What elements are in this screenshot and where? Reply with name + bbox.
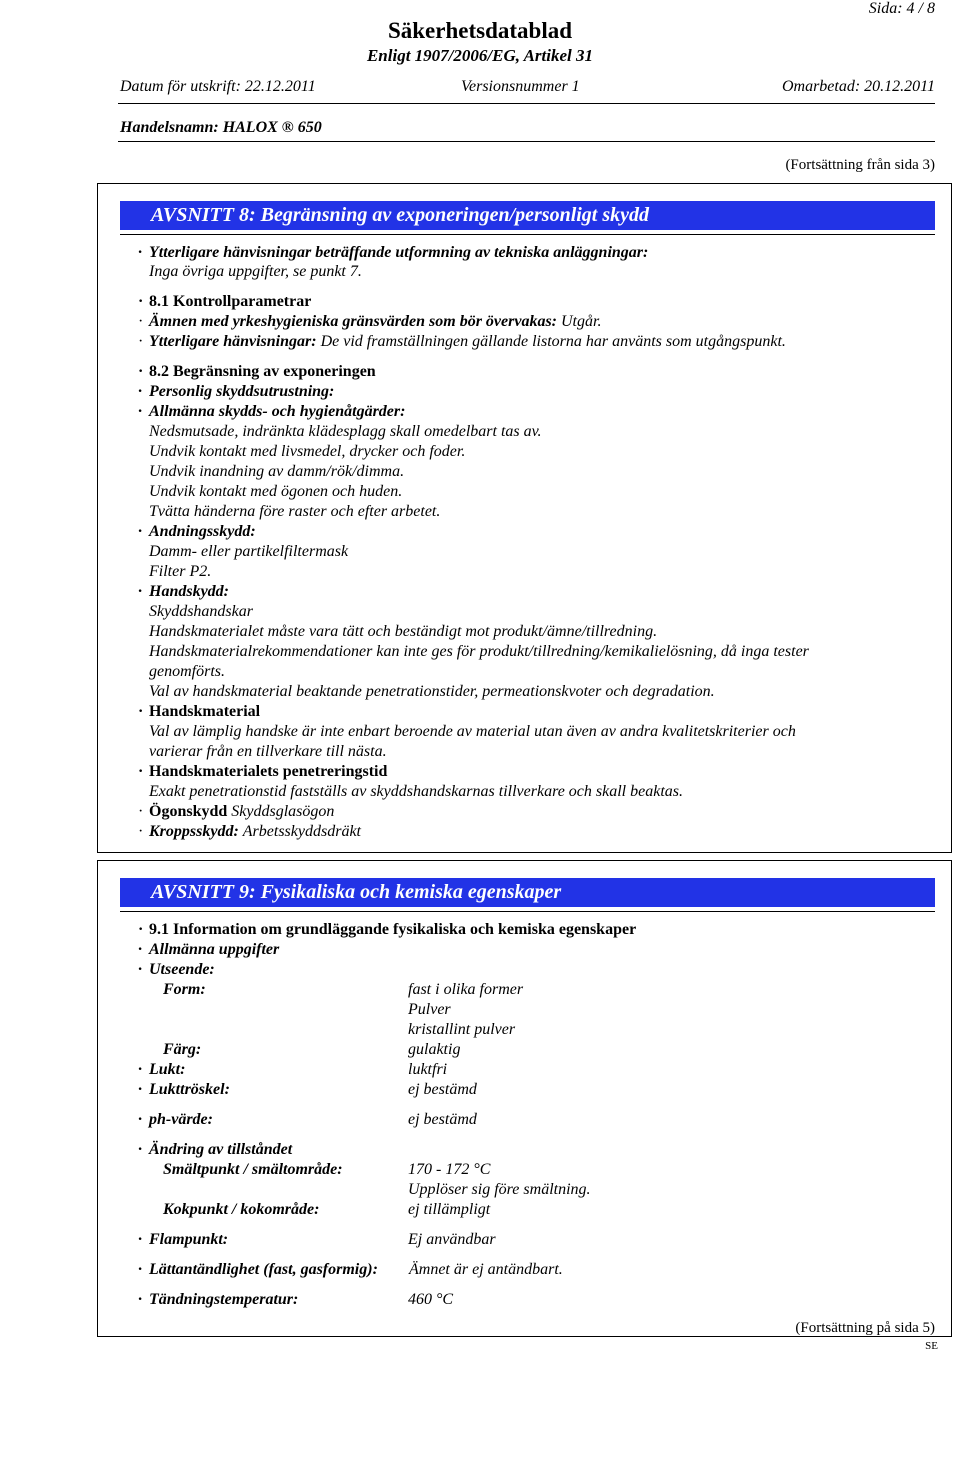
appearance-heading: · Utseende: [138,961,215,978]
body-protection-line: · Kroppsskydd: Arbetsskyddsdräkt [138,823,361,840]
melting-point-label: Smältpunkt / smältområde: [163,1161,343,1178]
melting-point-value: 170 - 172 °C [408,1161,491,1178]
section-8-heading: AVSNITT 8: Begränsning av exponeringen/personligt skydd [120,201,935,230]
boiling-point-value: ej tillämpligt [408,1201,491,1218]
general-info-heading: · Allmänna uppgifter [138,941,280,958]
no-further-data: Inga övriga uppgifter, se punkt 7. [149,263,362,280]
change-of-state-heading: · Ändring av tillståndet [138,1141,293,1158]
odor-label: · Lukt: [138,1061,186,1078]
ignition-temperature-value: 460 °C [408,1291,454,1308]
melting-point-note: Upplöser sig före smältning. [408,1181,591,1198]
flammability-label: · Lättantändlighet (fast, gasformig): [138,1261,378,1278]
form-value-3: kristallint pulver [408,1021,516,1038]
further-references-line: · Ytterligare hänvisningar: De vid framställningen gällande listorna har använts som utgångspunkt. [138,333,786,350]
glove-material-line-2: varierar från en tillverkare till nästa. [149,743,387,760]
language-code: SE [925,1340,938,1352]
penetration-time-line: Exakt penetrationstid fastställs av skyddshandskarnas tillverkare och skall beaktas. [149,783,683,800]
header-divider [118,103,935,104]
hand-line-1: Skyddshandskar [149,603,253,620]
exposure-controls-heading: · 8.2 Begränsning av exponeringen [138,363,376,380]
form-value-1: fast i olika former [408,981,524,998]
section-9-heading: AVSNITT 9: Fysikaliska och kemiska egenskaper [120,878,935,907]
respiratory-line-2: Filter P2. [149,563,212,580]
hand-line-2: Handskmaterialet måste vara tätt och beständigt mot produkt/ämne/tillredning. [149,623,658,640]
penetration-time-heading: · Handskmaterialets penetreringstid [138,763,388,780]
color-value: gulaktig [408,1041,461,1058]
hand-line-3: Handskmaterialrekommendationer kan inte ges för produkt/tillredning/kemikalielösning, då inga tester [149,643,809,660]
version-number: Versionsnummer 1 [461,78,580,95]
flammability-value: Ämnet är ej antändbart. [409,1261,563,1278]
print-date: Datum för utskrift: 22.12.2011 [120,78,316,95]
hand-line-4: genomförts. [149,663,225,680]
basic-properties-heading: · 9.1 Information om grundläggande fysikaliska och kemiska egenskaper [138,921,637,938]
hygiene-measures-heading: · Allmänna skydds- och hygienåtgärder: [138,403,406,420]
continued-from-note: (Fortsättning från sida 3) [785,157,935,173]
flash-point-value: Ej användbar [408,1231,496,1248]
odor-threshold-label: · Lukttröskel: [138,1081,230,1098]
hygiene-line-1: Nedsmutsade, indränkta klädesplagg skall omedelbart tas av. [149,423,542,440]
eye-protection-line: · Ögonskydd Skyddsglasögon [138,803,335,820]
ph-value: ej bestämd [408,1111,477,1128]
color-label: Färg: [163,1041,202,1058]
odor-threshold-value: ej bestämd [408,1081,477,1098]
section-9-rule [120,911,935,912]
respiratory-protection-heading: · Andningsskydd: [138,523,256,540]
trade-name: Handelsnamn: HALOX ® 650 [120,119,322,136]
further-info-technical: · Ytterligare hänvisningar beträffande utformning av tekniska anläggningar: [138,244,649,261]
revised-date: Omarbetad: 20.12.2011 [781,78,935,95]
hygiene-line-5: Tvätta händerna före raster och efter arbetet. [149,503,441,520]
respiratory-line-1: Damm- eller partikelfiltermask [149,543,349,560]
hygiene-line-2: Undvik kontakt med livsmedel, drycker och foder. [149,443,466,460]
odor-value: luktfri [408,1061,448,1078]
section-8-rule [120,234,935,235]
exposure-limits-line: · Ämnen med yrkeshygieniska gränsvärden som bör övervakas: Utgår. [138,313,602,330]
personal-protection-heading: · Personlig skyddsutrustning: [138,383,335,400]
flash-point-label: · Flampunkt: [138,1231,229,1248]
ph-label: · ph-värde: [138,1111,213,1128]
boiling-point-label: Kokpunkt / kokområde: [163,1201,320,1218]
hand-line-5: Val av handskmaterial beaktande penetrationstider, permeationskvoter och degradation. [149,683,715,700]
hygiene-line-4: Undvik kontakt med ögonen och huden. [149,483,403,500]
hygiene-line-3: Undvik inandning av damm/rök/dimma. [149,463,405,480]
document-title: Säkerhetsdatablad [387,18,573,43]
hand-protection-heading: · Handskydd: [138,583,229,600]
glove-material-heading: · Handskmaterial [138,703,261,720]
continued-to-note: (Fortsättning på sida 5) [795,1320,935,1336]
ignition-temperature-label: · Tändningstemperatur: [138,1291,299,1308]
form-label: Form: [163,981,206,998]
document-subtitle: Enligt 1907/2006/EG, Artikel 31 [366,46,594,65]
control-parameters-heading: · 8.1 Kontrollparametrar [138,293,312,310]
glove-material-line-1: Val av lämplig handske är inte enbart beroende av material utan även av andra kvalitetskriterier och [149,723,796,740]
form-value-2: Pulver [408,1001,451,1018]
trade-name-divider [118,141,935,142]
page-number: Sida: 4 / 8 [868,0,935,17]
